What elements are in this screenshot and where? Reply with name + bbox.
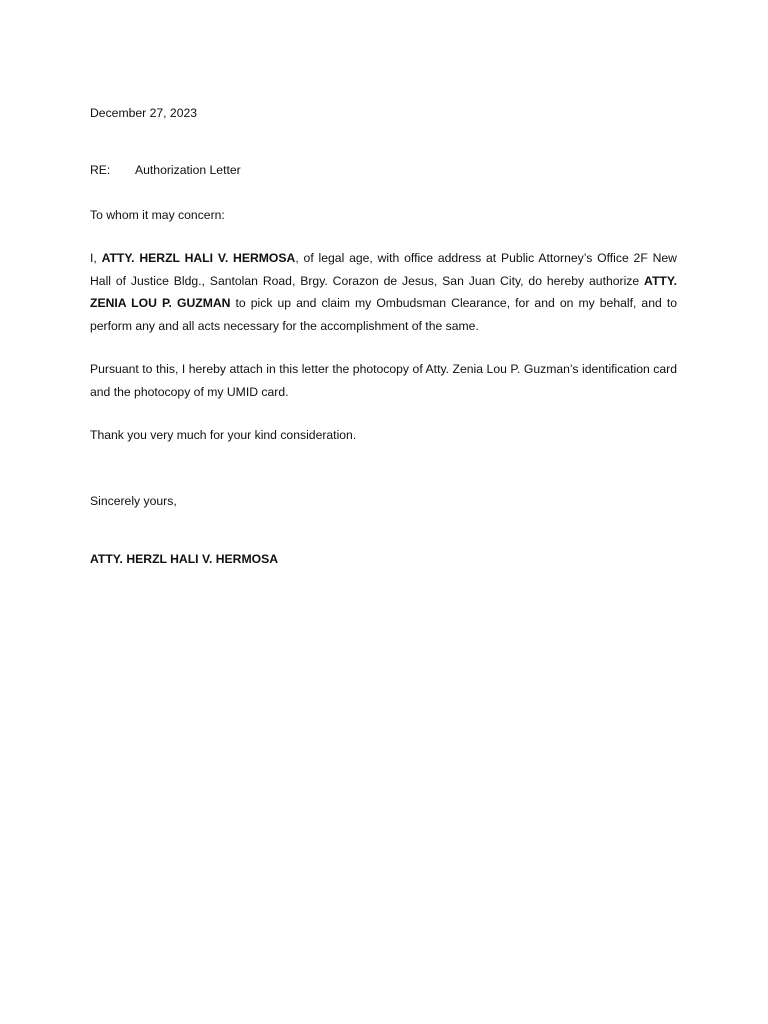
body1-text-2: , of legal age, with office address at Public Attorney’s Office 2F New Hall of Justice Bldg., Santolan Road, Brgy. Corazon de Jesus, San Juan City, do hereby authorize	[90, 251, 677, 288]
signatory-name: ATTY. HERZL HALI V. HERMOSA	[90, 552, 279, 566]
body-paragraph-authorization	[90, 247, 677, 337]
salutation: To whom it may concern:	[90, 208, 225, 222]
closing: Sincerely yours,	[90, 494, 177, 508]
re-subject: Authorization Letter	[135, 163, 241, 177]
body1-text-3: to pick up and claim my Ombudsman Clearance, for and on my behalf, and to perform any and all acts necessary for the accomplishment of the same.	[90, 296, 677, 333]
principal-name: ATTY. HERZL HALI V. HERMOSA	[101, 251, 296, 265]
body-paragraph-attachments: Pursuant to this, I hereby attach in this letter the photocopy of Atty. Zenia Lou P. Guzman’s identification card and the photocopy of my UMID card.	[90, 362, 677, 399]
re-label: RE:	[90, 163, 111, 177]
body1-text-1: I,	[90, 251, 102, 265]
letter-date: December 27, 2023	[90, 106, 198, 120]
agent-name: ATTY. ZENIA LOU P. GUZMAN	[90, 273, 677, 310]
thanks-line: Thank you very much for your kind consideration.	[90, 428, 357, 442]
